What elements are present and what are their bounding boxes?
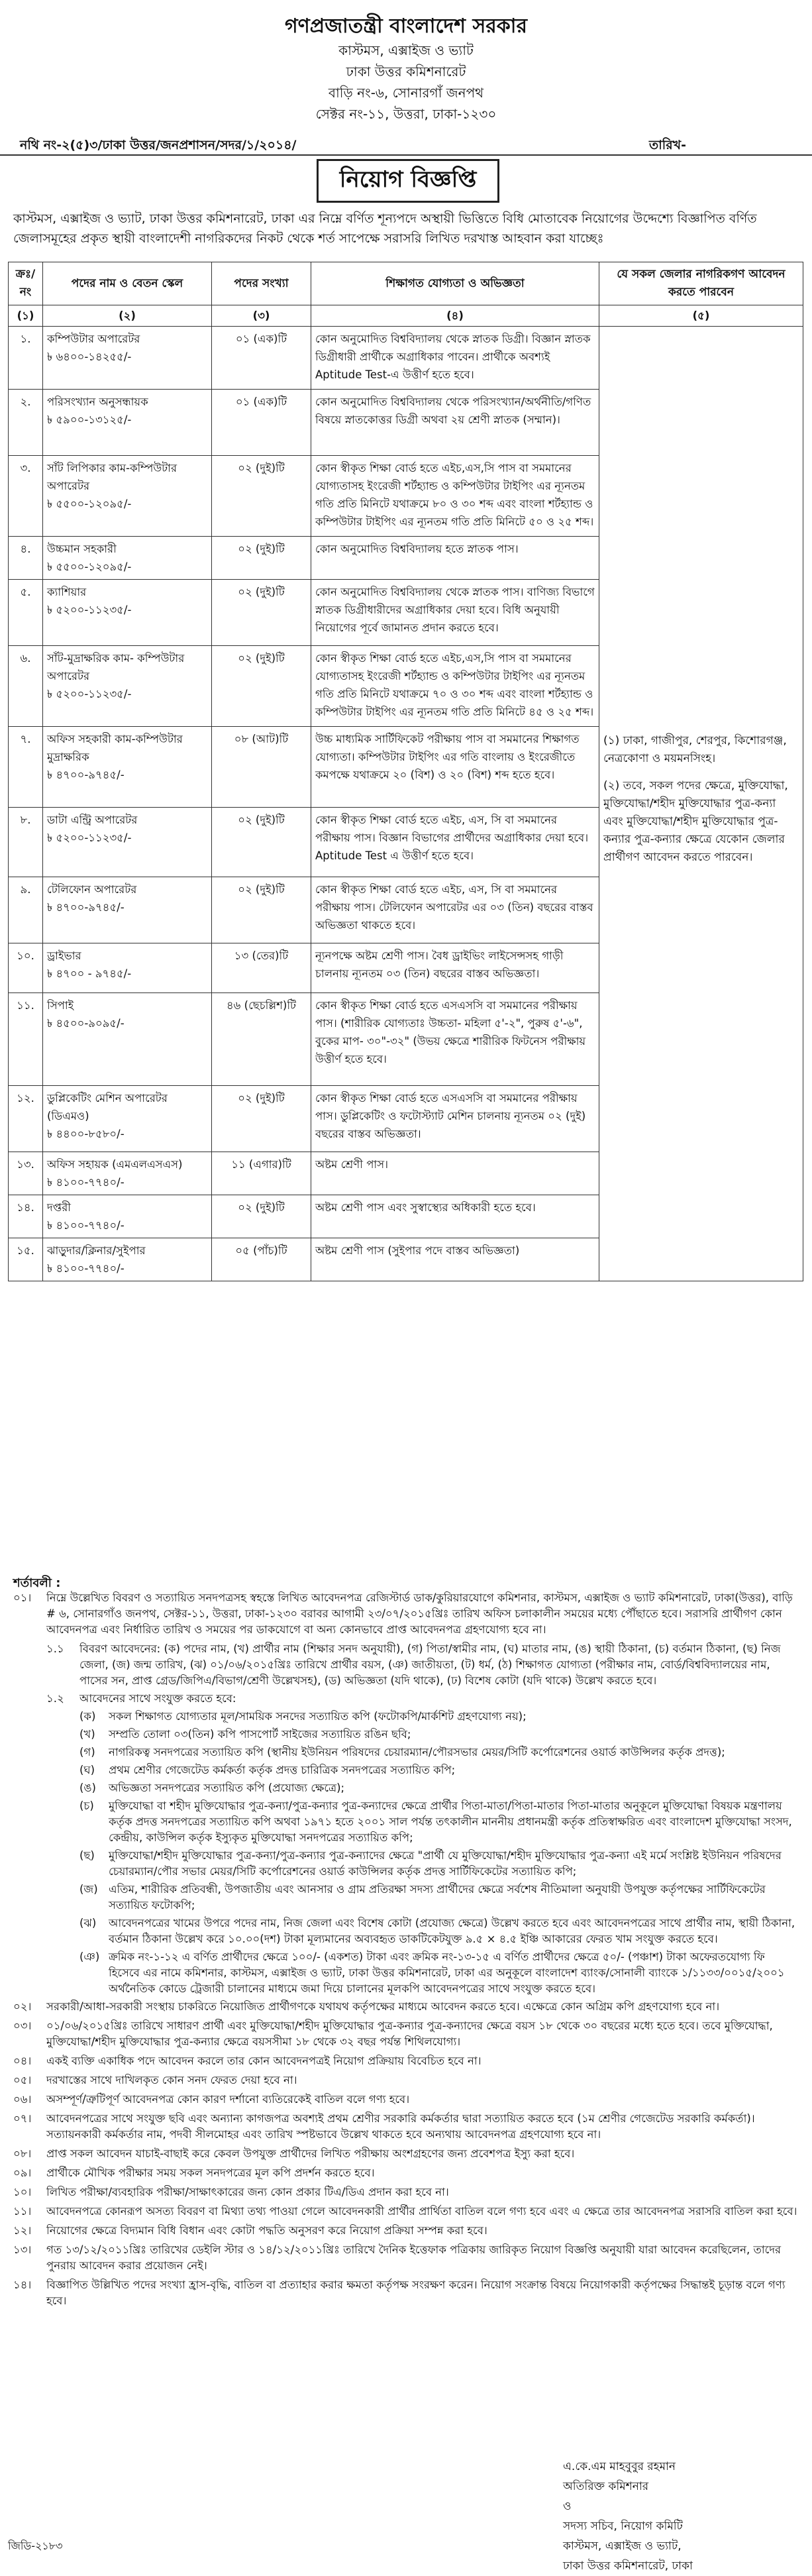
serial-cell <box>9 646 43 727</box>
quantity-cell <box>212 456 311 537</box>
post-quantity: ০৮ (আট)টি <box>234 733 289 745</box>
col-index: (৩) <box>212 305 311 327</box>
condition-number: ০৬। <box>13 2093 32 2106</box>
post-cell <box>43 646 212 727</box>
condition-subitem <box>46 1691 799 1707</box>
condition-text: প্রার্থীকে মৌখিক পরীক্ষার সময় সকল সনদপত্রের মূল কপি প্রদর্শন করতে হবে। <box>46 2167 375 2179</box>
condition-item <box>13 2223 799 2239</box>
post-cell <box>43 580 212 646</box>
table-row <box>9 327 803 390</box>
condition-subnumber: ১.২ <box>46 1692 64 1705</box>
post-quantity: ০২ (দুই)টি <box>238 1092 285 1104</box>
qualification-cell <box>311 1086 599 1152</box>
col-qualification: শিক্ষাগত যোগ্যতা ও অভিজ্ঞতা <box>311 262 599 305</box>
col-quantity: পদের সংখ্যা <box>212 262 311 305</box>
post-cell <box>43 727 212 808</box>
qualification-text: কোন অনুমোদিত বিশ্ববিদ্যালয় হতে স্নাতক পাস। <box>315 543 519 555</box>
attachment-item <box>79 1949 799 1997</box>
qualification-text: অষ্টম শ্রেণী পাস। <box>315 1158 389 1171</box>
attachment-text: সকল শিক্ষাগত যোগ্যতার মূল/সাময়িক সনদের সত্যায়িত কপি (ফটোকপি/মার্কশিট গ্রহণযোগ্য নয়); <box>109 1710 527 1723</box>
pay-scale: ৳ ৫২০০-১১২৩৫/- <box>47 604 132 616</box>
serial-cell <box>9 943 43 993</box>
pay-scale: ৳ ৪৭০০-৯৭৪৫/- <box>47 769 125 781</box>
condition-item <box>13 2242 799 2274</box>
post-name: টেলিফোন অপারেটর <box>47 883 137 896</box>
attachment-letter: (গ) <box>79 1746 95 1758</box>
serial-cell <box>9 1195 43 1238</box>
attachment-text: আবেদনপত্রের খামের উপরে পদের নাম, নিজ জেলা এবং বিশেষ কোটা (প্রযোজ্য ক্ষেত্রে) উল্লেখ করতে হবে এবং আবেদনপত্রের সাথে প্রার্থীর নাম, স্থায়ী ঠিকানা, বর্তমান ঠিকানা উল্লেখ করে ১০.০০(দশ) টাকা মূল্যমানের অব্যবহৃত ডাকটিকেটযুক্ত ৯.৫ × ৪.৫ ইঞ্চি আকারের ফেরত খাম সংযুক্ত করতে হবে। <box>109 1917 795 1945</box>
conditions-list <box>13 1590 799 2312</box>
qualification-text: অষ্টম শ্রেণী পাস (সুইপার পদে বাস্তব অভিজ্ঞতা) <box>315 1244 520 1257</box>
post-name: ঝাড়ুদার/ক্লিনার/সুইপার <box>47 1244 146 1257</box>
notice-title: নিয়োগ বিজ্ঞপ্তি <box>317 159 499 203</box>
post-cell <box>43 390 212 456</box>
serial-number: ২. <box>20 396 31 408</box>
signatory-title: অতিরিক্ত কমিশনার <box>563 2480 649 2493</box>
post-quantity: ০২ (দুই)টি <box>238 883 285 896</box>
qualification-text: কোন স্বীকৃত শিক্ষা বোর্ড হতে এইচ, এস, সি বা সমমানের পরীক্ষায় পাস। টেলিফোন অপারেটর এর ০৩ (তিন) বছরের বাস্তব অভিজ্ঞতা থাকতে হবে। <box>315 883 593 932</box>
quantity-cell <box>212 808 311 877</box>
office-name: ঢাকা উত্তর কমিশনারেট <box>346 64 466 80</box>
districts-cell <box>599 327 803 1281</box>
condition-text: প্রাপ্ত সকল আবেদন যাচাই-বাছাই করে কেবল উপযুক্ত প্রার্থীদের লিখিত পরীক্ষায় অংশগ্রহণের জন্য প্রবেশপত্র ইস্যু করা হবে। <box>46 2147 575 2160</box>
qualification-text: কোন স্বীকৃত শিক্ষা বোর্ড হতে এইচ,এস,সি পাস বা সমমানের যোগ্যতাসহ ইংরেজী শর্টহ্যান্ড ও কম্পিউটার টাইপিং এর ন্যূনতম গতি প্রতি মিনিটে যথাক্রমে ৭০ ও ৩০ শব্দ এবং বাংলা শর্টহ্যান্ড ও কম্পিউটার টাইপিং এর ন্যূনতম গতি প্রতি মিনিটে ৪৫ ও ২৫ শব্দ। <box>315 652 594 718</box>
quantity-cell <box>212 390 311 456</box>
qualification-cell <box>311 456 599 537</box>
post-cell <box>43 993 212 1086</box>
attachment-item <box>79 1709 799 1725</box>
qualification-text: কোন স্বীকৃত শিক্ষা বোর্ড হতে এইচ,এস,সি পাস বা সমমানের যোগ্যতাসহ ইংরেজী শর্টহ্যান্ড ও কম্পিউটার টাইপিং এর ন্যূনতম গতি প্রতি মিনিটে যথাক্রমে ৮০ ও ৩০ শব্দ এবং বাংলা শর্টহ্যান্ড ও কম্পিউটার টাইপিং এর ন্যূনতম গতি প্রতি মিনিটে ৫০ ও ২৫ শব্দ। <box>315 462 594 528</box>
post-quantity: ১১ (এগার)টি <box>231 1158 291 1171</box>
condition-item <box>13 2165 799 2181</box>
serial-number: ১১. <box>17 999 34 1012</box>
qualification-text: কোন অনুমোদিত বিশ্ববিদ্যালয় থেকে স্নাতক পাস। বাণিজ্য বিভাগে স্নাতক ডিগ্রীধারীদের অগ্রাধিকার দেয়া হবে। বিধি অনুযায়ী নিয়োগের পূর্বে জামানত প্রদান করতে হবে। <box>315 586 595 634</box>
condition-item <box>13 2111 799 2143</box>
pay-scale: ৳ ৪৭০০-৯৭৪৫/- <box>47 901 125 914</box>
col-serial: ক্রঃ/নং <box>9 262 43 305</box>
attachment-item <box>79 1848 799 1880</box>
serial-cell <box>9 390 43 456</box>
pay-scale: ৳ ৫২০০-১১২৩৫/- <box>47 832 132 844</box>
serial-number: ৯. <box>20 883 31 896</box>
condition-item <box>13 2092 799 2108</box>
serial-number: ১. <box>20 333 31 345</box>
signatory-title: কাস্টমস, এক্সাইজ ও ভ্যাট, <box>563 2540 682 2553</box>
condition-item <box>13 2204 799 2220</box>
pay-scale: ৳ ৪৪০০-৮৫৮০/- <box>47 1128 125 1140</box>
condition-subnumber: ১.১ <box>46 1642 64 1655</box>
post-name: ডুপ্লিকেটিং মেশিন অপারেটর (ডিএমও) <box>47 1092 168 1122</box>
quantity-cell <box>212 1086 311 1152</box>
attachment-letter: (ঝ) <box>79 1917 97 1929</box>
publication-code: জিডি-২১৮৩ <box>8 2540 63 2552</box>
serial-cell <box>9 1086 43 1152</box>
post-quantity: ০২ (দুই)টি <box>238 462 285 474</box>
qualification-cell <box>311 727 599 808</box>
post-quantity: ০২ (দুই)টি <box>238 1201 285 1214</box>
serial-cell <box>9 327 43 390</box>
serial-number: ৪. <box>20 543 31 555</box>
attachment-letter: (খ) <box>79 1728 95 1741</box>
condition-number: ০১। <box>13 1591 32 1604</box>
serial-cell <box>9 580 43 646</box>
condition-number: ০৭। <box>13 2112 32 2125</box>
condition-item <box>13 2072 799 2088</box>
conditions-title: শর্তাবলী : <box>13 1576 61 1590</box>
post-name: পরিসংখ্যান অনুসন্ধায়ক <box>47 396 148 408</box>
condition-text: সরকারী/আধা-সরকারী সংস্থায় চাকরিতে নিয়োজিত প্রার্থীগণকে যথাযথ কর্তৃপক্ষের মাধ্যমে আবেদন করতে হবে। এক্ষেত্রে কোন অগ্রিম কপি গ্রহণযোগ্য হবে না। <box>46 2000 720 2013</box>
districts-note: (১) ঢাকা, গাজীপুর, শেরপুর, কিশোরগঞ্জ, নেত্রকোণা ও ময়মনসিংহ। <box>603 733 787 765</box>
post-quantity: ০১ (এক)টি <box>235 396 287 408</box>
condition-number: ১৩। <box>13 2243 32 2256</box>
attachment-item <box>79 1915 799 1947</box>
address-line-2: সেক্টর নং-১১, উত্তরা, ঢাকা-১২৩০ <box>315 106 497 122</box>
condition-number: ০৩। <box>13 2019 32 2032</box>
quantity-cell <box>212 1195 311 1238</box>
post-quantity: ০২ (দুই)টি <box>238 543 285 555</box>
department-name: কাস্টমস, এক্সাইজ ও ভ্যাট <box>338 42 474 58</box>
qualification-cell <box>311 537 599 580</box>
col-post: পদের নাম ও বেতন স্কেল <box>43 262 212 305</box>
attachment-text: প্রথম শ্রেণীর গেজেটেড কর্মকর্তা কর্তৃক প্রদত্ত চারিত্রিক সনদপত্রের সত্যায়িত কপি; <box>109 1764 456 1776</box>
condition-number: ১১। <box>13 2205 32 2218</box>
condition-number: ০৮। <box>13 2147 32 2160</box>
condition-number: ১০। <box>13 2186 32 2198</box>
condition-number: ০৯। <box>13 2167 32 2179</box>
attachment-text: এতিম, শারীরিক প্রতিবন্ধী, উপজাতীয় এবং আনসার ও গ্রাম প্রতিরক্ষা সদস্য প্রার্থীদের ক্ষেত্রে সর্বশেষ নীতিমালা অনুযায়ী উপযুক্ত কর্তৃপক্ষের সার্টিফিকেটের সত্যায়িত ফটোকপি; <box>109 1883 766 1911</box>
col-index: (২) <box>43 305 212 327</box>
post-name: ক্যাশিয়ার <box>47 586 87 598</box>
pay-scale: ৳ ৫২০০-১১২৩৫/- <box>47 688 132 700</box>
attachment-text: নাগরিকত্ব সনদপত্রের সত্যায়িত কপি (স্থানীয় ইউনিয়ন পরিষদের চেয়ারম্যান/পৌরসভার মেয়র/সিটি কর্পোরেশনের ওয়ার্ড কাউন্সিলর কর্তৃক প্রদত্ত); <box>109 1746 725 1758</box>
post-name: সাঁট-মুদ্রাক্ষরিক কাম- কম্পিউটার অপারেটর <box>47 652 185 682</box>
serial-number: ৮. <box>20 814 31 826</box>
attachment-letter: (ক) <box>79 1710 96 1723</box>
post-cell <box>43 1152 212 1195</box>
serial-cell <box>9 1238 43 1281</box>
attachment-text: অভিজ্ঞতা সনদপত্রের সত্যায়িত কপি (প্রযোজ্য ক্ষেত্রে); <box>109 1782 345 1794</box>
post-cell <box>43 327 212 390</box>
condition-item <box>13 2184 799 2200</box>
pay-scale: ৳ ৫৯০০-১৩১২৫/- <box>47 413 132 426</box>
signature-block <box>563 2457 801 2576</box>
condition-text: আবেদনপত্রে কোনরূপ অসত্য বিবরণ বা মিথ্যা তথ্য পাওয়া গেলে আবেদনকারী প্রার্থীর প্রার্থিতা বাতিল বলে গণ্য হবে এবং এ ক্ষেত্রে তার আবেদনপত্র সরাসরি বাতিল করা হবে। <box>46 2205 797 2218</box>
condition-item <box>13 2146 799 2162</box>
qualification-text: কোন অনুমোদিত বিশ্ববিদ্যালয় থেকে পরিসংখ্যান/অর্থনীতি/গণিত বিষয়ে স্নাতকোত্তর ডিগ্রী অথবা ২য় শ্রেণী স্নাতক (সম্মান)। <box>315 396 591 426</box>
condition-text: নিম্নে উল্লেখিত বিবরণ ও সত্যায়িত সনদপত্রসহ স্বহস্তে লিখিত আবেদনপত্র রেজিস্টার্ড ডাক/কুরিয়ারযোগে কমিশনার, কাস্টমস, এক্সাইজ ও ভ্যাট কমিশনারেট, ঢাকা(উত্তর), বাড়ি # ৬, সোনারগাঁও জনপথ, সেক্টর-১১, উত্তরা, ঢাকা-১২৩০ বরাবর আগামী ২৩/০৭/২০১৫খ্রিঃ তারিখ অফিস চলাকালীন সময়ের মধ্যে পৌঁছাতে হবে। সরাসরি প্রার্থীগণ কোন আবেদনপত্র এবং নির্ধারিত তারিখ ও সময়ের পর ডাকযোগে বা অন্য কোনভাবে প্রাপ্ত আবেদনপত্র গ্রহণযোগ্য হবে না। <box>46 1591 793 1636</box>
quantity-cell <box>212 327 311 390</box>
pay-scale: ৳ ৪১০০-৭৭৪০/- <box>47 1219 125 1232</box>
serial-number: ১৫. <box>17 1244 34 1257</box>
col-index: (৫) <box>599 305 803 327</box>
attachment-item <box>79 1727 799 1743</box>
qualification-text: উচ্চ মাধ্যমিক সার্টিফিকেট পরীক্ষায় পাস বা সমমানের শিক্ষাগত যোগ্যতা। কম্পিউটার টাইপিং এর গতি বাংলায় ও ইংরেজীতে কমপক্ষে যথাক্রমে ২০ (বিশ) ও ২০ (বিশ) শব্দ হতে হবে। <box>315 733 580 781</box>
condition-text: একই ব্যক্তি একাধিক পদে আবেদন করলে তার কোন আবেদনপত্রই নিয়োগ প্রক্রিয়ায় বিবেচিত হবে না। <box>46 2055 482 2067</box>
letterhead <box>0 13 812 125</box>
condition-number: ০৪। <box>13 2055 32 2067</box>
post-name: দপ্তরী <box>47 1201 72 1214</box>
attachment-item <box>79 1798 799 1846</box>
qualification-text: কোন স্বীকৃত শিক্ষা বোর্ড হতে এসএসসি বা সমমানের পরীক্ষায় পাস। ডুপ্লিকেটিং ও ফটোস্ট্যাট মেশিন চালনায় ন্যূনতম ০২ (দুই) বছরের বাস্তব অভিজ্ঞতা। <box>315 1092 586 1140</box>
attachment-letter: (ছ) <box>79 1849 95 1862</box>
qualification-cell <box>311 1195 599 1238</box>
serial-number: ৫. <box>20 586 31 598</box>
post-quantity: ০২ (দুই)টি <box>238 586 285 598</box>
attachment-letter: (ঞ) <box>79 1951 100 1963</box>
qualification-cell <box>311 808 599 877</box>
col-index: (১) <box>9 305 43 327</box>
col-districts: যে সকল জেলার নাগরিকগণ আবেদন করতে পারবেন <box>599 262 803 305</box>
quantity-cell <box>212 580 311 646</box>
post-quantity: ০১ (এক)টি <box>235 333 287 345</box>
post-cell <box>43 808 212 877</box>
attachment-text: সম্প্রতি তোলা ০৩(তিন) কপি পাসপোর্ট সাইজের সত্যায়িত রঙিন ছবি; <box>109 1728 411 1741</box>
qualification-text: ন্যূনপক্ষে অষ্টম শ্রেণী পাস। বৈধ ড্রাইভিং লাইসেন্সসহ গাড়ী চালনায় ন্যূনতম ০৩ (তিন) বছরের বাস্তব অভিজ্ঞতা। <box>315 949 564 980</box>
post-cell <box>43 877 212 943</box>
quantity-cell <box>212 537 311 580</box>
serial-cell <box>9 537 43 580</box>
serial-cell <box>9 877 43 943</box>
qualification-text: কোন স্বীকৃত শিক্ষা বোর্ড হতে এসএসসি বা সমমানের পরীক্ষায় পাস। (শারীরিক যোগ্যতাঃ উচ্চতা- মহিলা ৫'-২", পুরুষ ৫'-৬", বুকের মাপ- ৩০"-৩২" (উভয় ক্ষেত্রে শারীরিক ফিটনেস পরীক্ষায় উত্তীর্ণ হতে হবে। <box>315 999 586 1065</box>
quantity-cell <box>212 727 311 808</box>
pay-scale: ৳ ৪৫০০-৯০৯৫/- <box>47 1017 125 1030</box>
signatory-title: ঢাকা উত্তর কমিশনারেট, ঢাকা <box>563 2559 693 2573</box>
pay-scale: ৳ ৪১০০-৭৭৪০/- <box>47 1262 125 1275</box>
condition-text: আবেদনপত্রের সাথে সংযুক্ত ছবি এবং অন্যান্য কাগজপত্র অবশ্যই প্রথম শ্রেণীর সরকারি কর্মকর্তার দ্বারা সত্যায়িত করতে হবে (১ম শ্রেণীর গেজেটেড সরকারি কর্মকর্তা)। সত্যায়নকারী কর্মকর্তার নাম, পদবী সীলমোহর এবং তারিখ স্পষ্টভাবে উল্লেখ থাকতে হবে অন্যথায় আবেদনপত্র গ্রহণযোগ্য হবে না। <box>46 2112 755 2141</box>
serial-cell <box>9 1152 43 1195</box>
serial-cell <box>9 993 43 1086</box>
attachment-item <box>79 1780 799 1796</box>
condition-subtext: বিবরণ আবেদনের: (ক) পদের নাম, (খ) প্রার্থীর নাম (শিক্ষার সনদ অনুযায়ী), (গ) পিতা/স্বামীর নাম, (ঘ) মাতার নাম, (ঙ) স্থায়ী ঠিকানা, (চ) বর্তমান ঠিকানা, (ছ) নিজ জেলা, (জ) জন্ম তারিখ, (ঝ) ০১/০৬/২০১৫খ্রিঃ তারিখে প্রার্থীর বয়স, (ঞ) জাতীয়তা, (ট) ধর্ম, (ঠ) শিক্ষাগত যোগ্যতা (পরীক্ষার নাম, বোর্ড/বিশ্ববিদ্যালয়ের নাম, পাসের সন, প্রাপ্ত গ্রেড/জিপিএ/বিভাগ/শ্রেণী উল্লেখসহ), (ড) অভিজ্ঞতা (যদি থাকে), (ঢ) বিশেষ কোটা (যদি থাকে) উল্লেখ করতে হবে। <box>79 1642 781 1687</box>
condition-text: ০১/০৬/২০১৫খ্রিঃ তারিখে সাধারণ প্রার্থী এবং মুক্তিযোদ্ধা/শহীদ মুক্তিযোদ্ধার পুত্র-কন্যার পুত্র-কন্যাদের ক্ষেত্রে বয়স ১৮ থেকে ৩০ বছরের মধ্যে হতে হবে। তবে মুক্তিযোদ্ধা, মুক্তিযোদ্ধা/শহীদ মুক্তিযোদ্ধার পুত্র-কন্যার ক্ষেত্রে বয়সসীমা ১৮ থেকে ৩২ বছর পর্যন্ত শিথিলযোগ্য। <box>46 2019 773 2048</box>
divider <box>0 154 812 156</box>
post-name: ড্রাইভার <box>47 949 81 962</box>
quantity-cell <box>212 646 311 727</box>
vacancy-table <box>8 262 803 1281</box>
serial-number: ১৪. <box>17 1201 34 1214</box>
serial-number: ১৩. <box>17 1158 34 1171</box>
attachment-text: ক্রমিক নং-১-১২ এ বর্ণিত প্রার্থীদের ক্ষেত্রে ১০০/- (একশত) টাকা এবং ক্রমিক নং-১৩-১৫ এ বর্ণিত প্রার্থীদের ক্ষেত্রে ৫০/- (পঞ্চাশ) টাকা অফেরতযোগ্য ফি হিসেবে এর নামে কমিশনার, কাস্টমস, এক্সাইজ ও ভ্যাট, ঢাকা উত্তর কমিশনারেট, ঢাকা এর অনুকূলে বাংলাদেশ ব্যাংক/সোনালী ব্যাংকে ১/১১৩৩/০০১৫/২০০১ অর্থনৈতিক কোডে ট্রেজারী চালানের মাধ্যমে জমা দিয়ে চালানের মূলকপি আবেদনপত্রের সাথে সংযুক্ত করতে হবে। <box>109 1951 785 1995</box>
serial-cell <box>9 727 43 808</box>
signatory-title: সদস্য সচিব, নিয়োগ কমিটি <box>563 2520 683 2533</box>
condition-text: দরখাস্তের সাথে দাখিলকৃত কোন সনদ ফেরত দেয়া হবে না। <box>46 2074 297 2086</box>
pay-scale: ৳ ৫৫০০-১২০৯৫/- <box>47 498 132 510</box>
serial-number: ১০. <box>17 949 34 962</box>
pay-scale: ৳ ৪৭০০ - ৯৭৪৫/- <box>47 967 132 980</box>
condition-item <box>13 2053 799 2069</box>
memo-number: নথি নং-২(৫)৩/ঢাকা উত্তর/জনপ্রশাসন/সদর/১/২০১৪/ <box>20 138 297 152</box>
col-index: (৪) <box>311 305 599 327</box>
post-cell <box>43 456 212 537</box>
post-cell <box>43 1195 212 1238</box>
intro-paragraph: কাস্টমস, এক্সাইজ ও ভ্যাট, ঢাকা উত্তর কমিশনারেট, ঢাকা এর নিম্নে বর্ণিত শূন্যপদে অস্থায়ী ভিত্তিতে বিধি মোতাবেক নিয়োগের উদ্দেশ্যে বিজ্ঞাপিত বর্ণিত জেলাসমূহের প্রকৃত স্থায়ী বাংলাদেশী নাগরিকদের নিকট থেকে শর্ত সাপেক্ষে সরাসরি লিখিত দরখাস্ত আহবান করা যাচ্ছেঃ <box>13 211 757 246</box>
quantity-cell <box>212 1238 311 1281</box>
condition-item <box>13 1999 799 2015</box>
districts-note: (২) তবে, সকল পদের ক্ষেত্রে, মুক্তিযোদ্ধা, মুক্তিযোদ্ধা/শহীদ মুক্তিযোদ্ধার পুত্র-কন্যা এবং মুক্তিযোদ্ধা/শহীদ মুক্তিযোদ্ধার পুত্র-কন্যার পুত্র-কন্যার ক্ষেত্রে যেকোন জেলার প্রার্থীগণ আবেদন করতে পারবেন। <box>603 778 788 864</box>
post-name: অফিস সহকারী কাম-কম্পিউটার মুদ্রাক্ষরিক <box>47 733 183 763</box>
serial-number: ১২. <box>17 1092 34 1104</box>
condition-text: অসম্পূর্ণ/ত্রুটিপূর্ণ আবেদনপত্র কোন কারণ দর্শানো ব্যতিরেকেই বাতিল বলে গণ্য হবে। <box>46 2093 410 2106</box>
condition-text: গত ১৩/১২/২০১১খ্রিঃ তারিখের ডেইলি স্টার ও ১৪/১২/২০১১খ্রিঃ তারিখে দৈনিক ইত্তেফাক পত্রিকায় জারিকৃত নিয়োগ বিজ্ঞপ্তি অনুযায়ী যারা আবেদন করেছিলেন, তাদের পুনরায় আবেদন করার প্রয়োজন নেই। <box>46 2243 782 2272</box>
serial-number: ৩. <box>20 462 31 474</box>
qualification-cell <box>311 877 599 943</box>
condition-number: ০২। <box>13 2000 32 2013</box>
condition-item <box>13 2277 799 2309</box>
post-name: ডাটা এন্ট্রি অপারেটর <box>47 814 138 826</box>
attachment-item <box>79 1744 799 1760</box>
attachment-item <box>79 1762 799 1778</box>
serial-number: ৬. <box>20 652 31 665</box>
attachment-letter: (ঙ) <box>79 1782 96 1794</box>
post-name: অফিস সহায়ক (এমএলএসএস) <box>47 1158 183 1171</box>
pay-scale: ৳ ৪১০০-৭৭৪০/- <box>47 1176 125 1189</box>
post-quantity: ০২ (দুই)টি <box>238 814 285 826</box>
condition-subtext: আবেদনের সাথে সংযুক্ত করতে হবে: <box>79 1692 236 1705</box>
government-name: গণপ্রজাতন্ত্রী বাংলাদেশ সরকার <box>285 15 527 38</box>
post-name: সিপাই <box>47 999 74 1012</box>
attachment-letter: (ঘ) <box>79 1764 95 1776</box>
serial-cell <box>9 456 43 537</box>
post-quantity: ০২ (দুই)টি <box>238 652 285 665</box>
serial-cell <box>9 808 43 877</box>
signatory-title: ও <box>563 2500 572 2513</box>
qualification-cell <box>311 327 599 390</box>
post-name: কম্পিউটার অপারেটর <box>47 333 140 345</box>
post-quantity: ৪৬ (ছেচল্লিশ)টি <box>226 999 297 1012</box>
serial-number: ৭. <box>20 733 31 745</box>
condition-text: বিজ্ঞাপিত উল্লিখিত পদের সংখ্যা হ্রাস-বৃদ্ধি, বাতিল বা প্রত্যাহার করার ক্ষমতা কর্তৃপক্ষ সংরক্ষণ করেন। নিয়োগ সংক্রান্ত বিষয়ে নিয়োগকারী কর্তৃপক্ষের সিদ্ধান্তই চূড়ান্ত বলে গণ্য হবে। <box>46 2279 786 2307</box>
post-quantity: ১৩ (তের)টি <box>234 949 289 962</box>
quantity-cell <box>212 943 311 993</box>
date-label: তারিখ- <box>649 138 687 152</box>
condition-number: ১৪। <box>13 2279 32 2291</box>
quantity-cell <box>212 993 311 1086</box>
post-name: সাঁট লিপিকার কাম-কম্পিউটার অপারেটর <box>47 462 178 492</box>
attachment-letter: (চ) <box>79 1799 94 1812</box>
attachment-letter: (জ) <box>79 1883 98 1896</box>
address-line-1: বাড়ি নং-৬, সোনারগাঁ জনপথ <box>328 85 484 101</box>
signatory-name: এ.কে.এম মাহবুবুর রহমান <box>563 2460 676 2473</box>
attachment-text: মুক্তিযোদ্ধা/শহীদ মুক্তিযোদ্ধার পুত্র-কন্যা/পুত্র-কন্যার পুত্র-কন্যাদের ক্ষেত্রে "প্রার্থী যে মুক্তিযোদ্ধা/শহীদ মুক্তিযোদ্ধার পুত্র-কন্যা এই মর্মে সংশ্লিষ্ট ইউনিয়ন পরিষদের চেয়ারম্যান/পৌর সভার মেয়র/সিটি কর্পোরেশনের ওয়ার্ড কাউন্সিলর কর্তৃক প্রদত্ত সার্টিফিকেটের সত্যায়িত কপি; <box>109 1849 782 1878</box>
pay-scale: ৳ ৫৫০০-১২০৯৫/- <box>47 561 132 573</box>
post-cell <box>43 537 212 580</box>
post-cell <box>43 1238 212 1281</box>
qualification-cell <box>311 943 599 993</box>
qualification-text: কোন স্বীকৃত শিক্ষা বোর্ড হতে এইচ, এস, সি বা সমমানের পরীক্ষায় পাস। বিজ্ঞান বিভাগের প্রার্থীদের অগ্রাধিকার দেয়া হবে। Aptitude Test এ উত্তীর্ণ হতে হবে। <box>315 814 589 862</box>
post-cell <box>43 943 212 993</box>
pay-scale: ৳ ৬৪০০-১৪২৫৫/- <box>47 350 132 363</box>
post-quantity: ০৫ (পাঁচ)টি <box>235 1244 287 1257</box>
post-cell <box>43 1086 212 1152</box>
attachment-text: মুক্তিযোদ্ধা বা শহীদ মুক্তিযোদ্ধার পুত্র-কন্যা/পুত্র-কন্যার পুত্র-কন্যাদের ক্ষেত্রে প্রার্থীর পিতা-মাতা/পিতা-মাতার পিতা-মাতার অনুকূলে মুক্তিযোদ্ধা বিষয়ক মন্ত্রণালয় কর্তৃক প্রদত্ত সনদপত্রের সত্যায়িত কপি অথবা ১৯৭১ হতে ২০০১ সাল পর্যন্ত তৎকালীন মাননীয় প্রধানমন্ত্রী কর্তৃক প্রতিস্বাক্ষরিত এবং বাংলাদেশ মুক্তিযোদ্ধা সংসদ, কেন্দ্রীয়, কাউন্সিল কর্তৃক ইস্যুকৃত মুক্তিযোদ্ধা সনদপত্রের সত্যায়িত কপি; <box>109 1799 792 1844</box>
condition-text: নিয়োগের ক্ষেত্রে বিদ্যমান বিধি বিধান এবং কোটা পদ্ধতি অনুসরণ করে নিয়োগ প্রক্রিয়া সম্পন্ন করা হবে। <box>46 2224 487 2237</box>
condition-item <box>13 1590 799 1638</box>
condition-number: ০৫। <box>13 2074 32 2086</box>
qualification-cell <box>311 993 599 1086</box>
condition-item <box>13 2018 799 2050</box>
qualification-cell <box>311 1152 599 1195</box>
qualification-cell <box>311 646 599 727</box>
qualification-text: কোন অনুমোদিত বিশ্ববিদ্যালয় থেকে স্নাতক ডিগ্রী। বিজ্ঞান স্নাতক ডিগ্রীধারী প্রার্থীকে অগ্রাধিকার পাবেন। প্রার্থীকে অবশ্যই Aptitude Test-এ উত্তীর্ণ হতে হবে। <box>315 333 591 381</box>
attachment-item <box>79 1882 799 1913</box>
condition-number: ১২। <box>13 2224 32 2237</box>
quantity-cell <box>212 877 311 943</box>
condition-subitem <box>46 1641 799 1689</box>
qualification-text: অষ্টম শ্রেণী পাস এবং সুস্বাস্থ্যের অধিকারী হতে হবে। <box>315 1201 536 1214</box>
quantity-cell <box>212 1152 311 1195</box>
qualification-cell <box>311 1238 599 1281</box>
post-name: উচ্চমান সহকারী <box>47 543 117 555</box>
qualification-cell <box>311 580 599 646</box>
qualification-cell <box>311 390 599 456</box>
condition-text: লিখিত পরীক্ষা/ব্যবহারিক পরীক্ষা/সাক্ষাৎকারের জন্য কোন প্রকার টিএ/ডিএ প্রদান করা হবে না। <box>46 2186 449 2198</box>
